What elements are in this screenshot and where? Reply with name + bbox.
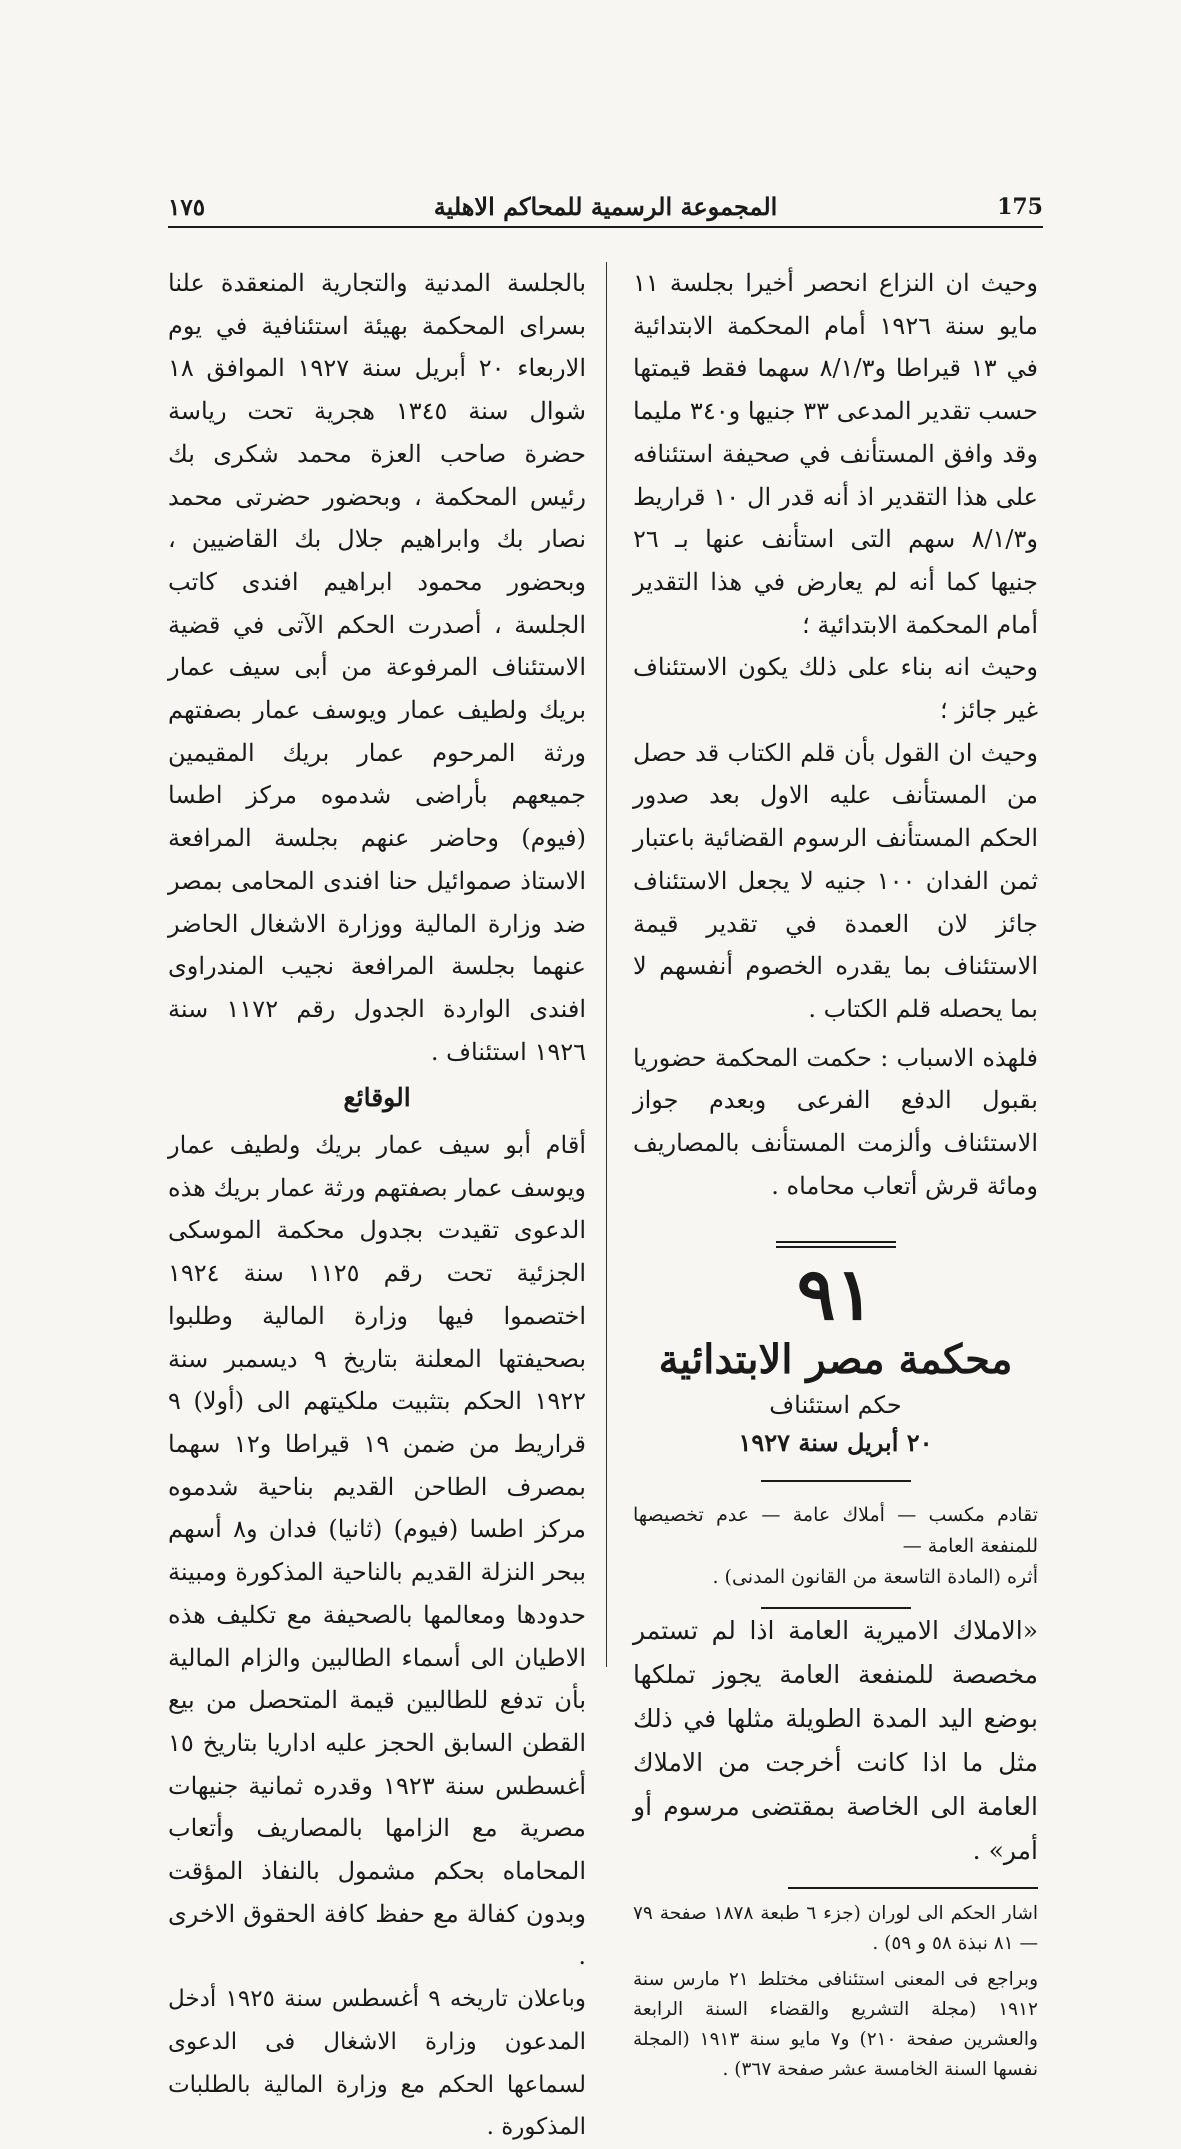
- footnotes: [633, 1899, 1038, 2085]
- ruling-date: ٢٠ أبريل سنة ١٩٢٧: [738, 1428, 933, 1458]
- right-column: [633, 262, 1038, 2085]
- column-divider: [606, 262, 607, 1667]
- keywords-separator: [761, 1480, 911, 1482]
- footnote: وبراجع فى المعنى استئنافى مختلط ٢١ مارس سنة ١٩١٢ (مجلة التشريع والقضاء السنة الرابعة والعشرين صفحة ٢١٠) و٧ مايو سنة ١٩١٣ (المجلة نفسها السنة الخامسة عشر صفحة ٣٦٧) .: [633, 1969, 1038, 2081]
- page-number-latin: 175: [997, 194, 1043, 220]
- keywords-line: تقادم مكسب — أملاك عامة — عدم تخصيصها للمنفعة العامة —: [633, 1504, 1038, 1558]
- facts-paragraph: وباعلان تاريخه ٩ أغسطس سنة ١٩٢٥ أدخل المدعون وزارة الاشغال فى الدعوى لسماعها الحكم مع وزارة المالية بالطلبات المذكورة .: [168, 1986, 586, 2141]
- page-number-arabic: ١٧٥: [168, 194, 206, 221]
- paragraph: وحيث ان القول بأن قلم الكتاب قد حصل من المستأنف عليه الاول بعد صدور الحكم المستأنف الرسوم القضائية باعتبار ثمن الفدان ١٠٠ جنيه لا يجعل الاستئناف جائز لان العمدة في تقدير قيمة الاستئناف بما يقدره الخصوم أنفسهم لا بما يحصله قلم الكتاب .: [633, 738, 1039, 1023]
- ruling-paragraph: فلهذه الاسباب : حكمت المحكمة حضوريا بقبول الدفع الفرعى وبعدم جواز الاستئناف وألزمت المستأنف بالمصاريف ومائة قرش أتعاب محاماه .: [633, 1043, 1038, 1200]
- paragraph: وحيث ان النزاع انحصر أخيرا بجلسة ١١ مايو سنة ١٩٢٦ أمام المحكمة الابتدائية في ١٣ قيراطا و٨/١/٣ سهما فقط قيمتها حسب تقدير المدعى ٣٣ جنيها و٣٤٠ مليما وقد وافق المستأنف في صحيفة استئنافه على هذا التقدير اذ أنه قدر ال ١٠ قراريط و٨/١/٣ سهم التى استأنف عنها بـ ٢٦ جنيها كما أنه لم يعارض في هذا التقدير أمام المحكمة الابتدائية ؛: [633, 269, 1039, 639]
- running-title: المجموعة الرسمية للمحاكم الاهلية: [433, 192, 778, 221]
- footnote-rule: [788, 1887, 1038, 1889]
- ruling-type: حكم استئناف: [769, 1391, 902, 1420]
- case-number: ٩١: [796, 1251, 875, 1337]
- section-separator: [776, 1241, 896, 1248]
- legal-principle: «الاملاك الاميرية العامة اذا لم تستمر مخصصة للمنفعة العامة يجوز تملكها بوضع اليد المدة الطويلة مثلها في ذلك مثل ما اذا كانت أخرجت من الاملاك العامة الى الخاصة بمقتضى مرسوم أو أمر» .: [633, 1616, 1038, 1866]
- facts-paragraph: أقام أبو سيف عمار بريك ولطيف عمار ويوسف عمار بصفتهم ورثة عمار بريك هذه الدعوى تقيدت بجدول محكمة الموسكى الجزئية تحت رقم ١١٢٥ سنة ١٩٢٤ اختصموا فيها وزارة المالية وطلبوا بصحيفتها المعلنة بتاريخ ٩ ديسمبر سنة ١٩٢٢ الحكم بتثبيت ملكيتهم الى (أولا) ٩ قراريط من ضمن ١٩ قيراطا و١٢ سهما بمصرف الطاحن القديم بناحية شدموه مركز اطسا (فيوم) (ثانيا) فدان و٨ أسهم ببحر النزلة القديم بالناحية المذكورة ومبينة حدودها ومعالمها بالصحيفة مع تكليف هذه الاطيان الى أسماء الطالبين والزام المالية بأن تدفع للطالبين قيمة المتحصل من بيع القطن السابق الحجز عليه اداريا بتاريخ ١٥ أغسطس سنة ١٩٢٣ وقدره ثمانية جنيهات مصرية مع الزامها بالمصاريف وأتعاب المحاماه بحكم مشمول بالنفاذ المؤقت وبدون كفالة مع حفظ كافة الحقوق الاخرى .: [168, 1131, 587, 1971]
- left-column: [168, 262, 586, 2149]
- keywords-block: [633, 1500, 1038, 1593]
- session-intro: بالجلسة المدنية والتجارية المنعقدة علنا بسراى المحكمة بهيئة استئنافية في يوم الاربعاء ٢٠ أبريل سنة ١٩٢٧ الموافق ١٨ شوال سنة ١٣٤٥ هجرية تحت رياسة حضرة صاحب العزة محمد شكرى بك رئيس المحكمة ، وبحضور حضرتى محمد نصار بك وابراهيم جلال بك القاضيين ، وبحضور محمود ابراهيم افندى كاتب الجلسة ، أصدرت الحكم الآتى في قضية الاستئناف المرفوعة من أبى سيف عمار بريك ولطيف عمار ويوسف عمار بصفتهم ورثة المرحوم عمار بريك المقيمين جميعهم بأراضى شدموه مركز اطسا (فيوم) وحاضر عنهم بجلسة المرافعة الاستاذ صموائيل حنا افندى المحامى بمصر ضد وزارة المالية ووزارة الاشغال الحاضر عنهما بجلسة المرافعة نجيب المندراوى افندى الواردة الجدول رقم ١١٧٢ سنة ١٩٢٦ استئناف .: [168, 269, 587, 1066]
- facts-heading: الوقائع: [343, 1083, 411, 1113]
- keywords-line: أثره (المادة التاسعة من القانون المدنى) .: [712, 1566, 1038, 1589]
- page-header: [168, 192, 1043, 228]
- paragraph: وحيث انه بناء على ذلك يكون الاستئناف غير جائز ؛: [633, 653, 1038, 725]
- footnote: اشار الحكم الى لوران (جزء ٦ طبعة ١٨٧٨ صفحة ٧٩ — ٨١ نبذة ٥٨ و ٥٩) .: [633, 1903, 1038, 1955]
- court-name: محكمة مصر الابتدائية: [658, 1336, 1013, 1384]
